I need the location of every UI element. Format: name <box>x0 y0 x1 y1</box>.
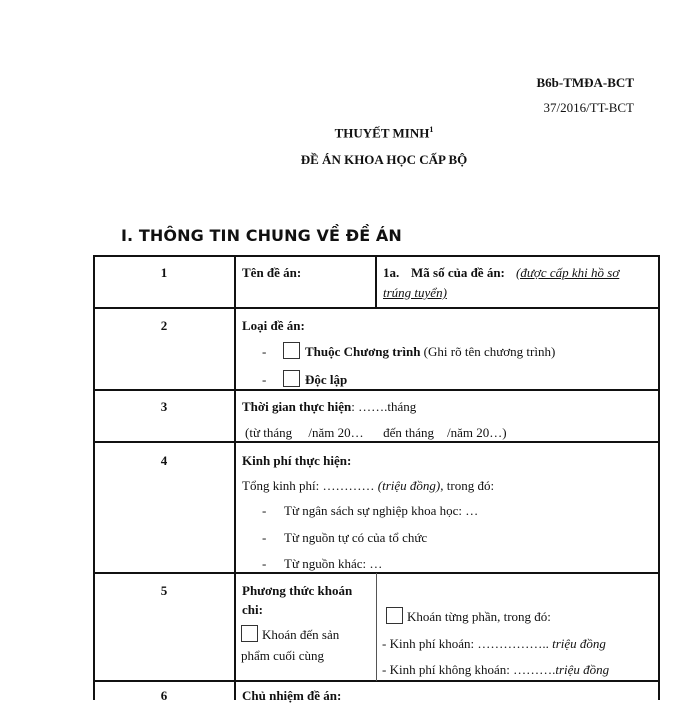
bullet: - <box>262 344 267 359</box>
partial-checkbox[interactable] <box>386 607 403 624</box>
project-leader-label: Chủ nhiệm đề án: <box>242 688 342 703</box>
fixed-cost-unit: triệu đồng <box>552 636 606 651</box>
bullet: - <box>262 556 267 571</box>
final-product-option-cont: phẩm cuối cùng <box>241 648 325 663</box>
project-code-prefix: 1a. <box>383 265 400 280</box>
budget-label: Kinh phí thực hiện: <box>242 453 352 468</box>
document-title <box>0 125 700 141</box>
non-fixed-cost-label: - Kinh phí không khoán: ………. <box>382 662 556 677</box>
row-number-3: 3 <box>160 399 168 414</box>
project-type-label: Loại đề án: <box>242 318 305 333</box>
program-option-note: (Ghi rõ tên chương trình) <box>423 344 556 359</box>
table-row-divider <box>93 389 660 391</box>
independent-checkbox[interactable] <box>283 370 300 387</box>
fixed-cost-label: - Kinh phí khoán: …………….. <box>382 636 549 651</box>
duration-range: (từ tháng /năm 20… đến tháng /năm 20…) <box>245 425 507 440</box>
duration-label: Thời gian thực hiện <box>242 399 352 414</box>
table-column-divider <box>234 255 236 700</box>
bullet: - <box>262 372 267 387</box>
row5-column-divider <box>376 573 377 681</box>
duration-line <box>242 399 416 415</box>
non-fixed-cost-unit: triệu đồng <box>555 662 610 677</box>
row-number-1: 1 <box>160 265 168 280</box>
payment-method-label: Phương thức khoán <box>242 583 353 598</box>
form-code: B6b-TMĐA-BCT <box>536 75 634 90</box>
document-title-text: THUYẾT MINH <box>334 125 430 141</box>
total-budget-line <box>242 478 494 494</box>
section-title: I. THÔNG TIN CHUNG VỀ ĐỀ ÁN <box>121 226 402 245</box>
project-code-label: Mã số của đề án: <box>411 265 505 280</box>
row-number-6: 6 <box>160 688 168 703</box>
partial-option-label: Khoán từng phần, trong đó: <box>407 609 551 624</box>
project-code-note-cont: trúng tuyển) <box>383 285 447 300</box>
budget-source-self: Từ nguồn tự có của tổ chức <box>284 530 428 545</box>
table-border-right <box>658 255 660 700</box>
program-option-label: Thuộc Chương trình <box>305 344 421 359</box>
footnote-mark: 1 <box>429 125 434 134</box>
payment-method-label-cont: chi: <box>242 602 263 617</box>
non-fixed-cost-line <box>382 662 609 678</box>
project-name-label: Tên đề án: <box>242 265 302 280</box>
row-number-2: 2 <box>160 318 168 333</box>
independent-option-label: Độc lập <box>305 372 348 387</box>
final-product-option: Khoán đến sản <box>262 627 340 642</box>
total-budget-unit: (triệu đồng) <box>377 478 441 493</box>
project-code-note: (được cấp khi hồ sơ <box>516 265 620 280</box>
total-budget-prefix: Tổng kinh phí: ………… <box>242 478 378 493</box>
budget-source-other: Từ nguồn khác: … <box>284 556 383 571</box>
program-option <box>305 344 555 360</box>
bullet: - <box>262 503 267 518</box>
total-budget-suffix: , trong đó: <box>440 478 495 493</box>
duration-value: : …….tháng <box>351 399 417 414</box>
row-number-5: 5 <box>160 583 168 598</box>
program-checkbox[interactable] <box>283 342 300 359</box>
budget-source-science: Từ ngân sách sự nghiệp khoa học: … <box>284 503 479 518</box>
final-product-checkbox[interactable] <box>241 625 258 642</box>
row1-column-divider <box>375 255 377 308</box>
table-row-divider <box>93 441 660 443</box>
fixed-cost-line <box>382 636 606 652</box>
circular-number: 37/2016/TT-BCT <box>543 100 634 115</box>
bullet: - <box>262 530 267 545</box>
document-subtitle: ĐỀ ÁN KHOA HỌC CẤP BỘ <box>300 152 468 167</box>
row-number-4: 4 <box>160 453 168 468</box>
